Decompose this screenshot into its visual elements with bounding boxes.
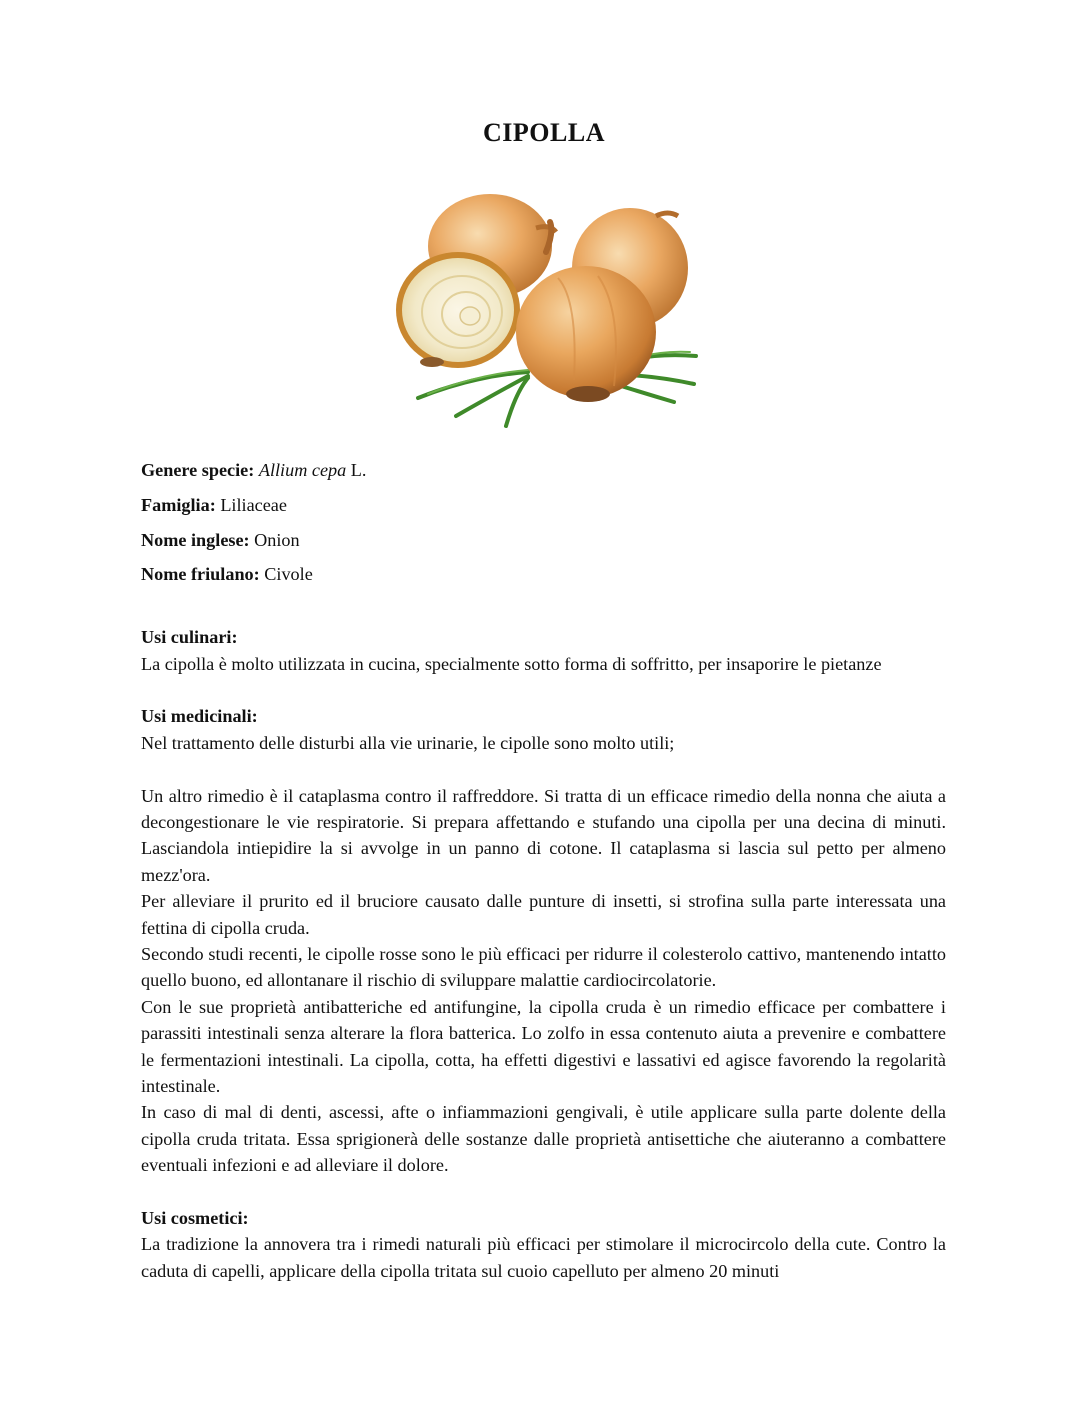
inglese-value: Onion [254, 529, 300, 550]
medicinali-p6: In caso di mal di denti, ascessi, afte o infiammazioni gengivali, è utile applicare sulla parte dolente della cipolla cruda tritata. Essa sprigionerà delle sostanze dalle proprietà antisettiche che aiuteranno a combattere eventuali infezioni e ad alleviare il dolore. [141, 1102, 946, 1176]
famiglia-row [141, 492, 946, 518]
medicinali-p2: Un altro rimedio è il cataplasma contro il raffreddore. Si tratta di un efficace rimedio della nonna che aiuta a decongestionare le vie respiratorie. Si prepara affettando e stufando una cipolla per una decina di minuti. Lasciandola intiepidire la si avvolge in un panno di cotone. Il cataplasma si lascia sul petto per almeno mezz'ora. [141, 785, 946, 885]
medicinali-p1: Nel trattamento delle disturbi alla vie urinarie, le cipolle sono molto utili; [141, 732, 675, 753]
genere-author: L. [350, 460, 367, 480]
inglese-row [141, 527, 946, 553]
medicinali-p5: Con le sue proprietà antibatteriche ed antifungine, la cipolla cruda è un rimedio efficace per combattere i parassiti intestinali senza alterare la flora batterica. Lo zolfo in essa contenuto aiuta a prevenire e combattere le fermentazioni intestinali. La cipolla, cotta, ha effetti digestivi e lassativi ed agisce favorendo la regolarità intestinale. [141, 996, 946, 1097]
friulano-row [141, 561, 946, 587]
friulano-value: Civole [264, 564, 313, 585]
culinari-heading: Usi culinari: [141, 627, 238, 648]
onion-photo [378, 180, 708, 432]
famiglia-value: Liliaceae [220, 494, 287, 515]
genere-name: Allium cepa [258, 460, 347, 480]
cosmetici-heading: Usi cosmetici: [141, 1208, 249, 1229]
species-info [141, 457, 946, 588]
medicinali-p3: Per alleviare il prurito ed il bruciore causato dalle punture di insetti, si strofina sulla parte interessata una fettina di cipolla cruda. [141, 891, 946, 938]
page-title: CIPOLLA [483, 118, 605, 147]
friulano-label: Nome friulano: [141, 564, 260, 585]
famiglia-label: Famiglia: [141, 494, 216, 515]
culinari-text: La cipolla è molto utilizzata in cucina, specialmente sotto forma di soffritto, per insaporire le pietanze [141, 653, 882, 674]
medicinali-heading: Usi medicinali: [141, 706, 258, 727]
document-body [141, 457, 946, 1284]
cosmetici-text: La tradizione la annovera tra i rimedi naturali più efficaci per stimolare il microcircolo della cute. Contro la caduta di capelli, applicare della cipolla tritata sul cuoio capelluto per almeno 20 minuti [141, 1234, 946, 1281]
genere-label: Genere specie: [141, 460, 255, 480]
medicinali-p4: Secondo studi recenti, le cipolle rosse sono le più efficaci per ridurre il colesterolo cattivo, mantenendo intatto quello buono, ed allontanare il rischio di sviluppare malattie cardiocircolatorie. [141, 944, 946, 991]
genere-row [141, 457, 946, 483]
inglese-label: Nome inglese: [141, 529, 250, 550]
